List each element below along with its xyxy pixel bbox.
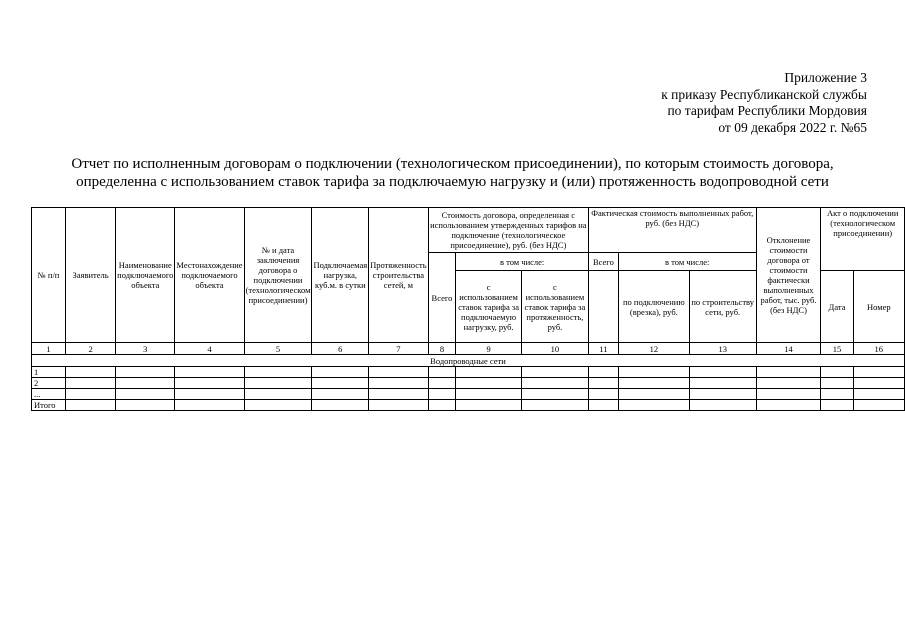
table-row: [32, 367, 905, 378]
header-network-construction: по строительству сети, руб.: [689, 271, 756, 343]
header-load: Подключаемая нагрузка, куб.м. в сутки: [312, 208, 369, 343]
section-title-water-networks: Водопроводные сети: [32, 355, 905, 367]
header-by-load-rate: с использованием ставок тарифа за подключаемую нагрузку, руб.: [456, 271, 522, 343]
appendix-line-1: Приложение 3: [784, 70, 867, 85]
column-number: 6: [312, 343, 369, 355]
column-number: 13: [689, 343, 756, 355]
report-table: [31, 207, 905, 411]
header-act: Акт о подключении (технологическом присоединении): [821, 208, 905, 271]
header-actual-cost: Фактическая стоимость выполненных работ, руб. (без НДС): [588, 208, 756, 253]
column-number: 15: [821, 343, 853, 355]
column-number: 8: [428, 343, 456, 355]
table-row-total: [32, 400, 905, 411]
column-number: 9: [456, 343, 522, 355]
column-number: 14: [756, 343, 821, 355]
header-connection-work: по подключению (врезка), руб.: [618, 271, 689, 343]
header-actual-total-spacer: [588, 271, 618, 343]
column-number: 5: [244, 343, 312, 355]
row-label: 2: [32, 378, 66, 389]
header-object-location: Местонахождение подключаемого объекта: [175, 208, 244, 343]
header-contract: № и дата заключения договора о подключении (технологическом присоединении): [244, 208, 312, 343]
header-length: Протяженность строительства сетей, м: [369, 208, 429, 343]
column-number: 12: [618, 343, 689, 355]
header-actual-including: в том числе:: [618, 253, 756, 271]
column-numbers-row: [32, 343, 905, 355]
row-label: 1: [32, 367, 66, 378]
table-row: [32, 389, 905, 400]
header-num: № п/п: [32, 208, 66, 343]
column-number: 4: [175, 343, 244, 355]
header-deviation: Отклонение стоимости договора от стоимости фактически выполненных работ, тыс. руб. (без НДС): [756, 208, 821, 343]
column-number: 7: [369, 343, 429, 355]
header-by-length-rate: с использованием ставок тарифа за протяженность, руб.: [521, 271, 588, 343]
header-date: Дата: [821, 271, 853, 343]
column-number: 3: [116, 343, 175, 355]
header-including: в том числе:: [456, 253, 589, 271]
appendix-line-2: к приказу Республиканской службы: [661, 86, 867, 102]
appendix-line-4: от 09 декабря 2022 г. №65: [718, 119, 867, 135]
header-actual-total: Всего: [588, 253, 618, 271]
row-label-total: Итого: [32, 400, 66, 411]
column-number: 2: [66, 343, 116, 355]
column-number: 1: [32, 343, 66, 355]
header-total: Всего: [428, 253, 456, 343]
report-title-line-2: определенна с использованием ставок тарифа за подключаемую нагрузку и (или) протяженность водопроводной сети: [76, 174, 829, 190]
report-title: [30, 155, 875, 191]
header-applicant: Заявитель: [66, 208, 116, 343]
column-number: 11: [588, 343, 618, 355]
header-contract-cost: Стоимость договора, определенная с использованием утвержденных тарифов на подключение (технологическое присоединение), руб. (без НДС): [428, 208, 588, 253]
row-label: ...: [32, 389, 66, 400]
appendix-line-3: по тарифам Республики Мордовия: [667, 103, 867, 118]
header-number: Номер: [853, 271, 904, 343]
column-number: 10: [521, 343, 588, 355]
column-number: 16: [853, 343, 904, 355]
header-object-name: Наименование подключаемого объекта: [116, 208, 175, 343]
appendix-reference: [661, 70, 867, 136]
report-title-line-1: Отчет по исполненным договорам о подключении (технологическом присоединении), по которым стоимость договора,: [71, 156, 834, 172]
table-row: [32, 378, 905, 389]
